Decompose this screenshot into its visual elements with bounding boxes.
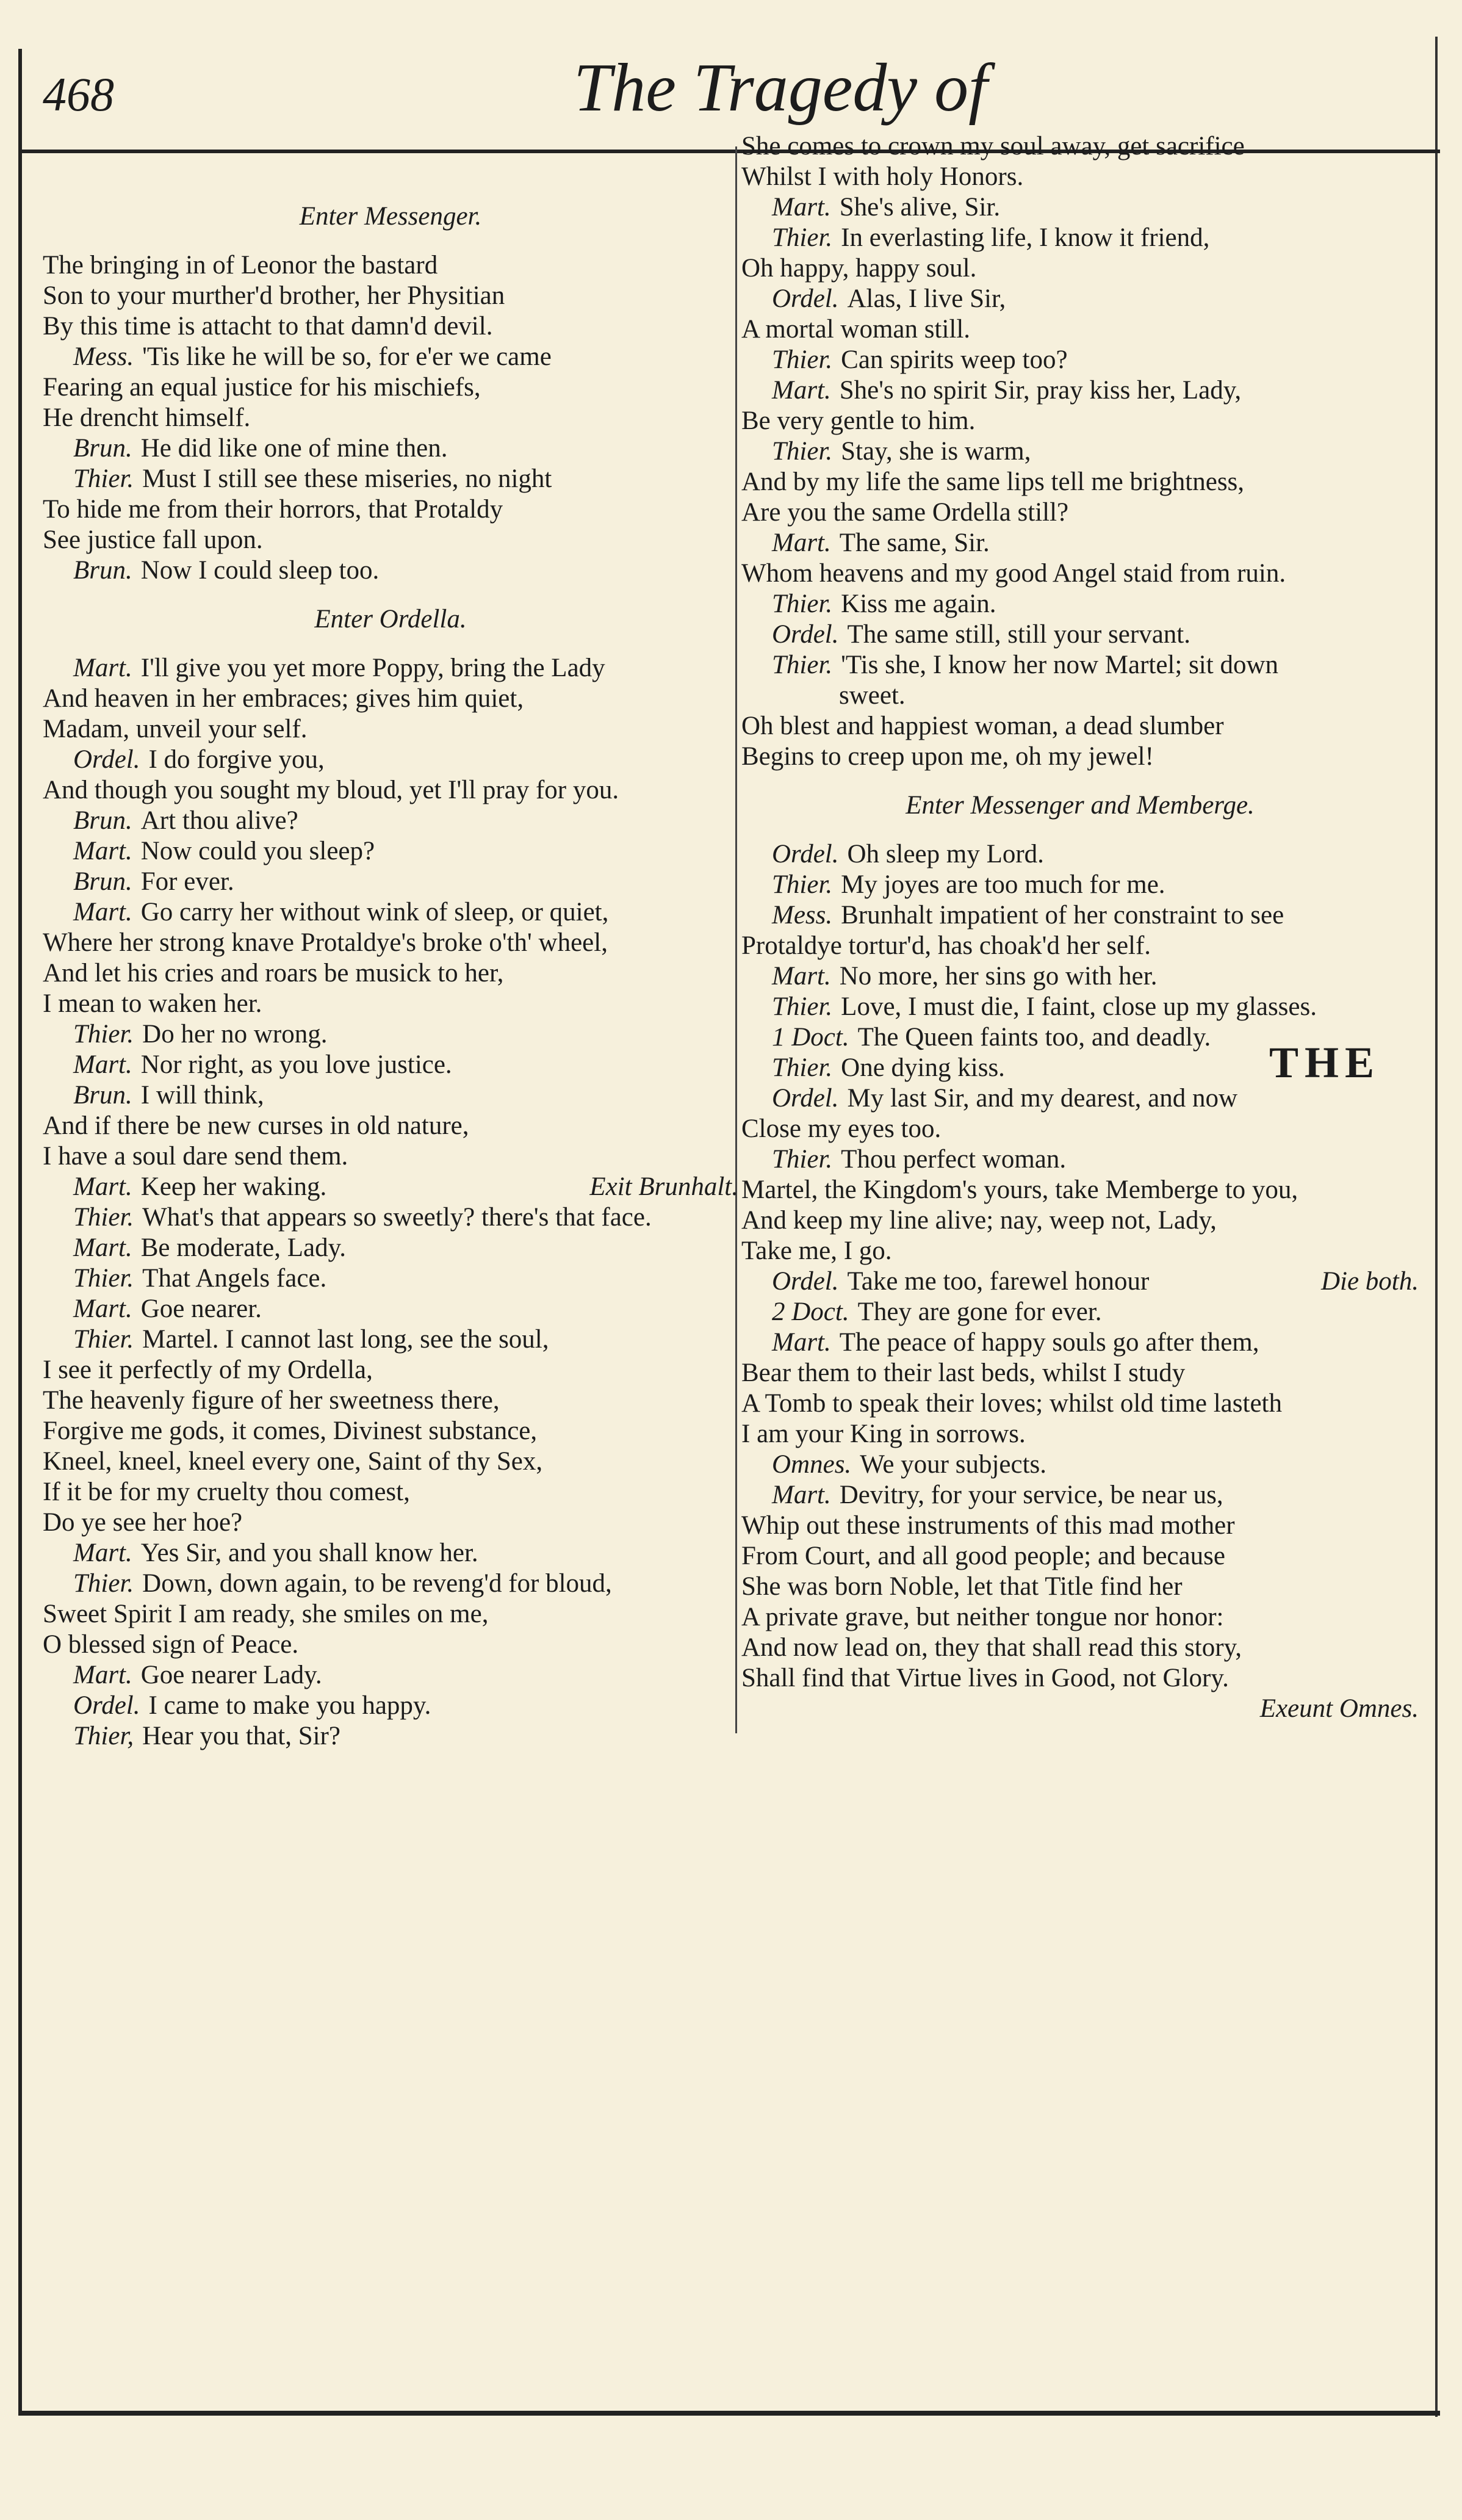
- line-text: He drencht himself.: [43, 403, 251, 432]
- verse-line: [43, 1111, 738, 1141]
- verse-line: [741, 467, 1419, 497]
- verse-line: [741, 223, 1419, 253]
- verse-line: [43, 1660, 738, 1691]
- verse-line: [43, 1233, 738, 1263]
- verse-line: [741, 497, 1419, 528]
- verse-line: [741, 1327, 1419, 1358]
- verse-line: [43, 867, 738, 897]
- speaker-name: Thier.: [772, 992, 833, 1021]
- line-text: Hear you that, Sir?: [142, 1722, 340, 1750]
- line-text: Whilst I with holy Honors.: [741, 162, 1024, 191]
- speaker-name: Mart.: [73, 1539, 132, 1567]
- speaker-name: Thier.: [772, 1053, 833, 1082]
- verse-line: [741, 650, 1419, 681]
- verse-line: [741, 1572, 1419, 1602]
- line-text: The heavenly figure of her sweetness there,: [43, 1386, 500, 1415]
- verse-line: [43, 372, 738, 403]
- line-text: Martel. I cannot last long, see the soul,: [142, 1325, 549, 1354]
- verse-line: [43, 464, 738, 494]
- speaker-name: Mart.: [73, 1233, 132, 1262]
- verse-line: [43, 342, 738, 372]
- verse-line: [741, 1297, 1419, 1327]
- line-text: Now could you sleep?: [140, 837, 375, 865]
- line-text: Alas, I live Sir,: [847, 284, 1006, 313]
- speaker-name: Mart.: [772, 193, 831, 222]
- speaker-name: Thier.: [772, 590, 833, 618]
- line-text: A private grave, but neither tongue nor honor:: [741, 1603, 1224, 1631]
- line-text: Go carry her without wink of sleep, or quiet,: [140, 898, 609, 926]
- line-text: Now I could sleep too.: [140, 556, 380, 585]
- line-text: One dying kiss.: [841, 1053, 1005, 1082]
- verse-line: [43, 836, 738, 867]
- verse-line: [43, 1721, 738, 1752]
- speaker-name: Mart.: [73, 1294, 132, 1323]
- speaker-name: Brun.: [73, 867, 132, 896]
- line-text: And now lead on, they that shall read this story,: [741, 1633, 1242, 1662]
- verse-line: [43, 1202, 738, 1233]
- speaker-name: Mart.: [73, 1661, 132, 1689]
- speaker-name: Thier.: [73, 1569, 134, 1598]
- verse-line: [43, 928, 738, 958]
- line-text: Take me too, farewel honour: [847, 1267, 1150, 1296]
- line-text: Whip out these instruments of this mad mother: [741, 1511, 1235, 1540]
- verse-line: [741, 1450, 1419, 1480]
- line-text: I am your King in sorrows.: [741, 1420, 1026, 1448]
- verse-line: [741, 1480, 1419, 1511]
- verse-line: [741, 589, 1419, 619]
- verse-line: [43, 897, 738, 928]
- verse-line: [43, 433, 738, 464]
- verse-line: [741, 1144, 1419, 1175]
- verse-line: [741, 528, 1419, 558]
- line-text: No more, her sins go with her.: [839, 962, 1158, 991]
- verse-line: [43, 1416, 738, 1446]
- verse-line: [43, 806, 738, 836]
- line-text: Protaldye tortur'd, has choak'd her self.: [741, 931, 1151, 960]
- verse-line: [43, 684, 738, 714]
- verse-line: [741, 1511, 1419, 1541]
- stage-direction: Enter Messenger and Memberge.: [906, 791, 1255, 820]
- line-text: Are you the same Ordella still?: [741, 498, 1069, 527]
- line-text: Down, down again, to be reveng'd for bloud,: [142, 1569, 612, 1598]
- speaker-name: Thier.: [73, 1325, 134, 1354]
- line-text: Close my eyes too.: [741, 1114, 942, 1143]
- verse-line: [43, 958, 738, 989]
- running-title: The Tragedy of: [574, 50, 988, 126]
- speaker-name: Mart.: [772, 529, 831, 557]
- left-text-column: [43, 183, 738, 1752]
- verse-line: [43, 714, 738, 745]
- speaker-name: Ordel.: [772, 284, 839, 313]
- verse-line: [43, 745, 738, 775]
- line-text: My joyes are too much for me.: [841, 870, 1165, 899]
- line-text: Kiss me again.: [841, 590, 996, 618]
- verse-line: [741, 619, 1419, 650]
- bottom-rule: [18, 2411, 1440, 2416]
- verse-line: [43, 250, 738, 281]
- line-text: In everlasting life, I know it friend,: [841, 223, 1210, 252]
- speaker-name: Thier.: [772, 870, 833, 899]
- exit-note: Exeunt Omnes.: [1259, 1694, 1419, 1723]
- line-text: I mean to waken her.: [43, 989, 262, 1018]
- line-text: 'Tis like he will be so, for e'er we came: [142, 342, 552, 371]
- line-text: She comes to crown my soul away, get sacrifice: [741, 132, 1245, 161]
- line-text: To hide me from their horrors, that Protaldy: [43, 495, 503, 524]
- line-text: Goe nearer Lady.: [140, 1661, 322, 1689]
- speaker-name: Ordel.: [772, 840, 839, 868]
- line-text: I will think,: [140, 1081, 264, 1110]
- verse-line: [43, 1507, 738, 1538]
- line-text: And by my life the same lips tell me brightness,: [741, 468, 1245, 496]
- verse-line: [43, 311, 738, 342]
- line-text: I see it perfectly of my Ordella,: [43, 1356, 373, 1384]
- line-text: Keep her waking.: [140, 1172, 327, 1201]
- line-text: I'll give you yet more Poppy, bring the Lady: [140, 654, 605, 682]
- speaker-name: Brun.: [73, 1081, 132, 1110]
- verse-line: [43, 1569, 738, 1599]
- verse-line: [43, 1263, 738, 1294]
- line-text: The bringing in of Leonor the bastard: [43, 251, 438, 280]
- verse-line: [741, 558, 1419, 589]
- speaker-name: Mess.: [772, 901, 833, 930]
- line-text: Forgive me gods, it comes, Divinest substance,: [43, 1417, 538, 1445]
- line-text: Begins to creep upon me, oh my jewel!: [741, 742, 1154, 771]
- verse-line: [741, 1358, 1419, 1388]
- verse-line: [741, 1175, 1419, 1205]
- speaker-name: Mart.: [772, 1481, 831, 1509]
- right-page-rule: [1435, 37, 1438, 2417]
- line-text: Where her strong knave Protaldye's broke o'th' wheel,: [43, 928, 608, 957]
- line-text: And heaven in her embraces; gives him quiet,: [43, 684, 524, 713]
- line-text: Whom heavens and my good Angel staid from ruin.: [741, 559, 1286, 588]
- verse-line: [43, 1477, 738, 1507]
- line-text: They are gone for ever.: [857, 1298, 1102, 1326]
- line-text: Martel, the Kingdom's yours, take Memberge to you,: [741, 1175, 1298, 1204]
- line-text: She's no spirit Sir, pray kiss her, Lady,: [839, 376, 1242, 405]
- line-text: Devitry, for your service, be near us,: [839, 1481, 1223, 1509]
- line-text: The Queen faints too, and deadly.: [857, 1023, 1211, 1052]
- speaker-name: Brun.: [73, 806, 132, 835]
- verse-line: [741, 284, 1419, 314]
- verse-line: [741, 992, 1419, 1022]
- speaker-name: Brun.: [73, 434, 132, 463]
- speaker-name: Mess.: [73, 342, 134, 371]
- line-text: Madam, unveil your self.: [43, 715, 308, 743]
- speaker-name: Ordel.: [73, 745, 140, 774]
- line-text: If it be for my cruelty thou comest,: [43, 1478, 410, 1506]
- verse-line: [43, 1050, 738, 1080]
- verse-line: [741, 931, 1419, 961]
- line-text: Fearing an equal justice for his mischiefs,: [43, 373, 481, 402]
- verse-line: [741, 375, 1419, 406]
- speaker-name: Thier.: [73, 1020, 134, 1049]
- line-text: See justice fall upon.: [43, 525, 263, 554]
- speaker-name: Brun.: [73, 556, 132, 585]
- speaker-name: Mart.: [73, 1050, 132, 1079]
- verse-line: [43, 1538, 738, 1569]
- verse-line: [741, 1541, 1419, 1572]
- right-text-column: [741, 131, 1419, 1724]
- verse-line: [741, 1633, 1419, 1663]
- verse-line: [43, 281, 738, 311]
- line-text: He did like one of mine then.: [140, 434, 448, 463]
- line-text: Can spirits weep too?: [841, 345, 1068, 374]
- verse-line: [741, 961, 1419, 992]
- line-text: She was born Noble, let that Title find her: [741, 1572, 1183, 1601]
- line-text: Art thou alive?: [140, 806, 298, 835]
- verse-line: [43, 1080, 738, 1111]
- verse-line: [43, 1324, 738, 1355]
- verse-line: [741, 253, 1419, 284]
- line-text: Do her no wrong.: [142, 1020, 328, 1049]
- verse-line: [43, 494, 738, 525]
- line-text: Thou perfect woman.: [841, 1145, 1067, 1174]
- verse-line: [741, 345, 1419, 375]
- verse-line: [741, 436, 1419, 467]
- line-text: I have a soul dare send them.: [43, 1142, 348, 1171]
- speaker-name: 2 Doct.: [772, 1298, 849, 1326]
- line-text: Bear them to their last beds, whilst I study: [741, 1359, 1186, 1387]
- verse-line: [741, 839, 1419, 870]
- speaker-name: Ordel.: [772, 1084, 839, 1113]
- verse-line: [43, 1385, 738, 1416]
- line-text: Son to your murther'd brother, her Physitian: [43, 281, 505, 310]
- verse-line: [741, 1114, 1419, 1144]
- speaker-name: Thier.: [772, 437, 833, 466]
- verse-line: [741, 1266, 1419, 1297]
- line-text: Yes Sir, and you shall know her.: [140, 1539, 478, 1567]
- verse-line: [741, 1602, 1419, 1633]
- line-text: 'Tis she, I know her now Martel; sit down: [841, 651, 1278, 679]
- margin-stage-note: Die both.: [1320, 1267, 1419, 1296]
- verse-line: [43, 989, 738, 1019]
- line-text: That Angels face.: [142, 1264, 327, 1293]
- speaker-name: Mart.: [772, 962, 831, 991]
- speaker-name: Thier,: [73, 1722, 134, 1750]
- verse-line: [43, 1599, 738, 1630]
- line-text: O blessed sign of Peace.: [43, 1630, 299, 1659]
- speaker-name: Ordel.: [772, 1267, 839, 1296]
- verse-line: [741, 406, 1419, 436]
- exit-direction: [741, 1694, 1419, 1724]
- verse-line: [43, 1630, 738, 1660]
- line-text: I do forgive you,: [148, 745, 325, 774]
- verse-line: [741, 1388, 1419, 1419]
- verse-line: [741, 742, 1419, 772]
- line-text: Kneel, kneel, kneel every one, Saint of thy Sex,: [43, 1447, 543, 1476]
- speaker-name: Mart.: [73, 898, 132, 926]
- verse-line: [43, 1355, 738, 1385]
- line-text: And let his cries and roars be musick to her,: [43, 959, 504, 987]
- verse-line: [741, 870, 1419, 900]
- page-number: 468: [43, 68, 114, 121]
- line-text: And though you sought my bloud, yet I'll pray for you.: [43, 776, 619, 804]
- verse-line: [741, 314, 1419, 345]
- line-text: Sweet Spirit I am ready, she smiles on me,: [43, 1600, 489, 1628]
- verse-line: [741, 900, 1419, 931]
- line-text: Be very gentle to him.: [741, 406, 976, 435]
- verse-line: [43, 525, 738, 555]
- line-text: Oh happy, happy soul.: [741, 254, 977, 283]
- verse-line: [43, 1446, 738, 1477]
- speaker-name: Mart.: [73, 654, 132, 682]
- speaker-name: Ordel.: [772, 620, 839, 649]
- verse-line: [43, 653, 738, 684]
- verse-line: [741, 1236, 1419, 1266]
- line-text: Oh blest and happiest woman, a dead slumber: [741, 712, 1224, 740]
- stage-direction: Enter Messenger.: [299, 202, 482, 231]
- verse-line: [43, 555, 738, 586]
- line-text: What's that appears so sweetly? there's that face.: [142, 1203, 652, 1232]
- speaker-name: Omnes.: [772, 1450, 852, 1479]
- speaker-name: Mart.: [772, 376, 831, 405]
- line-text: Be moderate, Lady.: [140, 1233, 347, 1262]
- line-text: Goe nearer.: [140, 1294, 262, 1323]
- line-text: She's alive, Sir.: [839, 193, 1001, 222]
- verse-line: [43, 1691, 738, 1721]
- line-text: For ever.: [140, 867, 234, 896]
- line-text: From Court, and all good people; and because: [741, 1542, 1225, 1570]
- line-text: A Tomb to speak their loves; whilst old time lasteth: [741, 1389, 1282, 1418]
- verse-line: [741, 162, 1419, 192]
- line-text: I came to make you happy.: [148, 1691, 431, 1720]
- line-text: We your subjects.: [860, 1450, 1047, 1479]
- line-text: The same still, still your servant.: [847, 620, 1190, 649]
- line-text: By this time is attacht to that damn'd devil.: [43, 312, 493, 341]
- line-text: Take me, I go.: [741, 1237, 892, 1265]
- speaker-name: Mart.: [772, 1328, 831, 1357]
- verse-line: [43, 403, 738, 433]
- line-text: And if there be new curses in old nature,: [43, 1111, 469, 1140]
- stage-direction: Enter Ordella.: [314, 605, 467, 634]
- verse-line: [741, 1419, 1419, 1450]
- speaker-name: Ordel.: [73, 1691, 140, 1720]
- verse-line: [43, 1141, 738, 1172]
- speaker-name: Thier.: [73, 1264, 134, 1293]
- verse-line: [741, 1205, 1419, 1236]
- speaker-name: Mart.: [73, 837, 132, 865]
- line-text: My last Sir, and my dearest, and now: [847, 1084, 1238, 1113]
- speaker-name: Thier.: [73, 1203, 134, 1232]
- verse-line: [741, 192, 1419, 223]
- line-text: Oh sleep my Lord.: [847, 840, 1044, 868]
- speaker-name: Thier.: [772, 651, 833, 679]
- margin-stage-note: Exit Brunhalt.: [589, 1172, 738, 1201]
- verse-line: [43, 1019, 738, 1050]
- verse-line: [741, 681, 1419, 711]
- verse-line: [43, 1172, 738, 1202]
- verse-line: [43, 1294, 738, 1324]
- left-page-rule: [18, 49, 22, 2411]
- line-text: Do ye see her hoe?: [43, 1508, 243, 1537]
- speaker-name: Thier.: [772, 1145, 833, 1174]
- verse-line: [741, 711, 1419, 742]
- speaker-name: Mart.: [73, 1172, 132, 1201]
- line-text: Love, I must die, I faint, close up my glasses.: [841, 992, 1317, 1021]
- line-text: The peace of happy souls go after them,: [839, 1328, 1259, 1357]
- line-text: Must I still see these miseries, no night: [142, 464, 552, 493]
- line-text: Stay, she is warm,: [841, 437, 1031, 466]
- line-text: Shall find that Virtue lives in Good, not Glory.: [741, 1664, 1229, 1692]
- verse-line: [43, 775, 738, 806]
- speaker-name: Thier.: [73, 464, 134, 493]
- verse-line: [741, 131, 1419, 162]
- line-text: Nor right, as you love justice.: [140, 1050, 452, 1079]
- line-text: sweet.: [839, 681, 906, 710]
- verse-line: [741, 1663, 1419, 1694]
- catchword: THE: [1269, 1038, 1381, 1087]
- line-text: The same, Sir.: [839, 529, 990, 557]
- line-text: A mortal woman still.: [741, 315, 971, 344]
- line-text: Brunhalt impatient of her constraint to see: [841, 901, 1284, 930]
- line-text: And keep my line alive; nay, weep not, Lady,: [741, 1206, 1217, 1235]
- speaker-name: Thier.: [772, 223, 833, 252]
- speaker-name: Thier.: [772, 345, 833, 374]
- speaker-name: 1 Doct.: [772, 1023, 849, 1052]
